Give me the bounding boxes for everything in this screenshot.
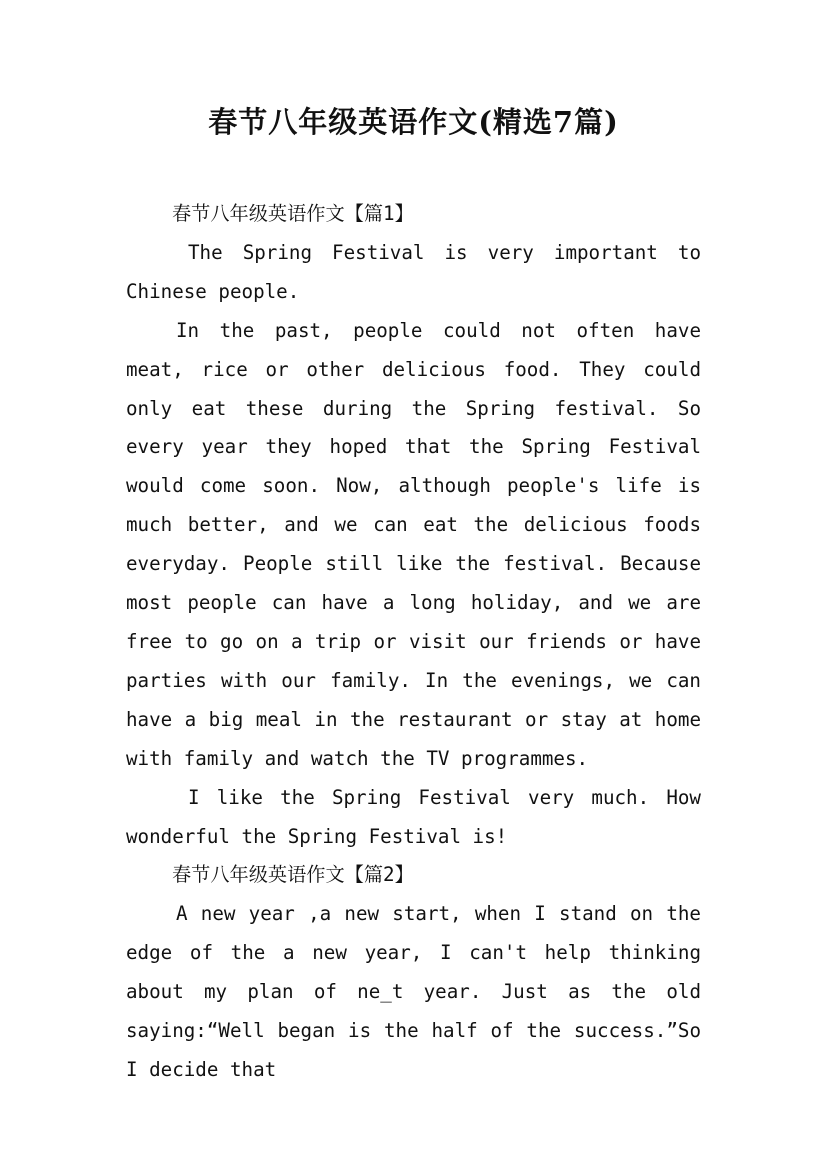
- section-heading-1: 春节八年级英语作文【篇1】: [172, 202, 414, 225]
- paragraph-1-3: I like the Spring Festival very much. How wonderful the Spring Festival is!: [126, 785, 701, 848]
- paragraph-1-2: In the past, people could not often have meat, rice or other delicious food. They could only eat these during the Spring festival. So every year they hoped that the Spring Festival would come soon. Now, although people's life is much better, and we can eat the delicious foods everyday. People still like the festival. Because most people can have a long holiday, and we are free to go on a trip or visit our friends or have parties with our family. In the evenings, we can have a big meal in the restaurant or stay at home with family and watch the TV programmes.: [126, 318, 701, 770]
- document-body: [126, 195, 701, 1090]
- paragraph-1-1: The Spring Festival is very important to Chinese people.: [126, 240, 701, 303]
- section-heading-2: 春节八年级英语作文【篇2】: [172, 863, 414, 887]
- document-title: 春节八年级英语作文(精选7篇): [208, 105, 619, 139]
- paragraph-2-1: A new year ,a new start, when I stand on the edge of the a new year, I can't help thinking about my plan of ne_t year. Just as the old saying:“Well began is the half of the success.”So I decide that: [126, 902, 701, 1081]
